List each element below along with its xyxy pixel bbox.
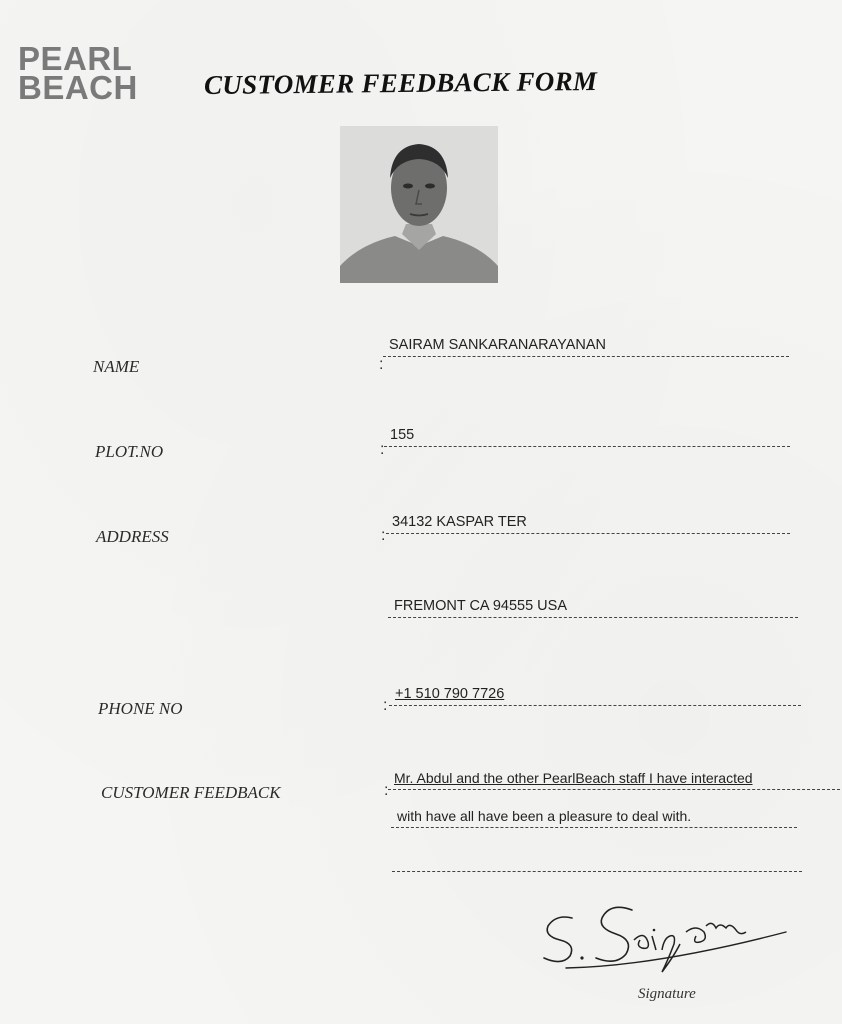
feedback-line2-field[interactable]: with have all have been a pleasure to deal with. — [391, 806, 797, 828]
phone-colon: : — [383, 697, 388, 714]
phone-field[interactable]: +1 510 790 7726 — [389, 684, 801, 706]
name-field[interactable]: SAIRAM SANKARANARAYANAN — [383, 335, 789, 357]
address-line1-field[interactable]: 34132 KASPAR TER — [386, 512, 790, 534]
name-colon: : — [379, 356, 384, 373]
phone-label: PHONE NO — [98, 699, 183, 718]
feedback-label: CUSTOMER FEEDBACK — [101, 783, 281, 802]
logo-line-2: BEACH — [18, 69, 138, 106]
handwritten-signature — [536, 896, 796, 976]
feedback-colon: : — [384, 782, 389, 799]
pearl-beach-logo — [18, 40, 158, 106]
name-label: NAME — [93, 357, 140, 376]
address-line2-field[interactable]: FREMONT CA 94555 USA — [388, 596, 798, 618]
plot-field[interactable]: 155 — [384, 425, 790, 447]
plot-colon: : — [380, 441, 385, 458]
feedback-line1-field[interactable]: Mr. Abdul and the other PearlBeach staff I have interacted — [388, 768, 840, 790]
logo-line-1: PEARL — [18, 40, 133, 77]
feedback-line3-field[interactable] — [392, 850, 802, 872]
signature-label: Signature — [638, 986, 696, 1002]
address-label: ADDRESS — [96, 527, 169, 546]
address-colon: : — [381, 527, 386, 544]
plot-label: PLOT.NO — [95, 442, 164, 461]
customer-photo — [340, 126, 498, 283]
form-title: CUSTOMER FEEDBACK FORM — [203, 65, 598, 101]
